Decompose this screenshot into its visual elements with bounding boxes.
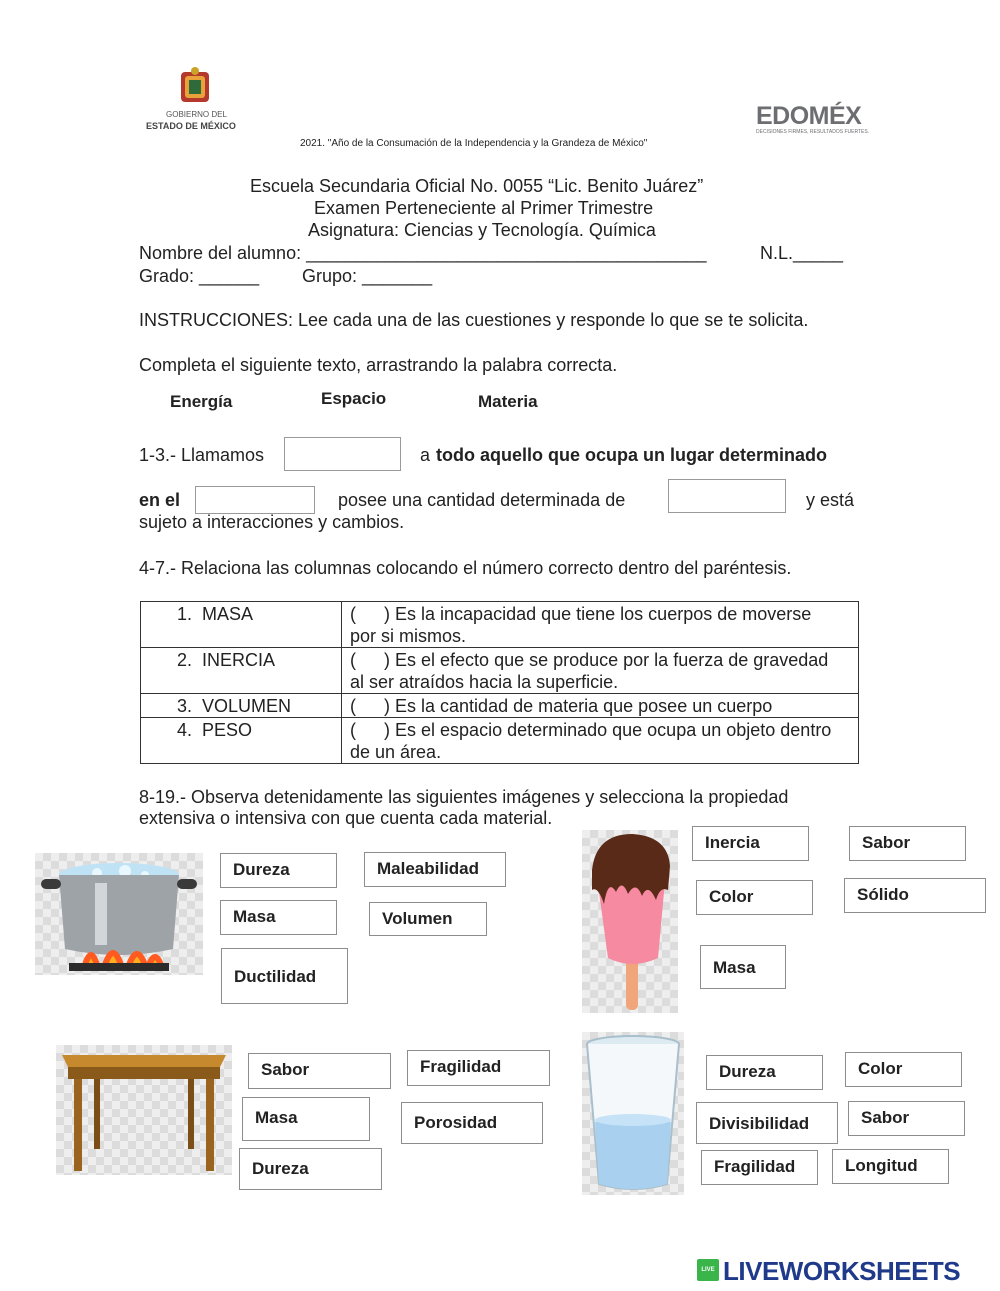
glass-of-water-image [582, 1032, 684, 1195]
drag-word-espacio[interactable]: Espacio [321, 389, 387, 408]
edomex-logo-text: EDOMÉX [756, 102, 862, 130]
row-definition-cont: al ser atraídos hacia la superficie. [350, 672, 619, 692]
paren-close: ) [384, 696, 390, 716]
group-label: Grupo: _______ [302, 266, 433, 286]
relation-table [140, 601, 859, 764]
drag-word-materia[interactable]: Materia [478, 392, 538, 411]
row-number: 2. [177, 650, 193, 670]
table-def-cell [342, 648, 859, 694]
student-name-label: Nombre del alumno: ________________________________________ [139, 243, 707, 263]
table-term-cell [141, 648, 342, 694]
gov-logo-line2: ESTADO DE MÉXICO [146, 121, 236, 131]
table-row [141, 718, 859, 764]
option-glass-dureza[interactable]: Dureza [706, 1055, 823, 1090]
popsicle-image [582, 830, 678, 1013]
paren-close: ) [384, 604, 390, 624]
paren-close: ) [384, 650, 390, 670]
row-term: MASA [202, 604, 254, 624]
section2-prompt: 4-7.- Relaciona las columnas colocando el número correcto dentro del paréntesis. [139, 558, 792, 578]
option-pot-maleabilidad[interactable]: Maleabilidad [364, 852, 506, 887]
fill-line2-end: y está [806, 490, 855, 510]
option-popsicle-sabor[interactable]: Sabor [849, 826, 966, 861]
table-def-cell [342, 694, 859, 718]
ice-cream-icon [582, 830, 678, 1013]
table-term-cell [141, 602, 342, 648]
row-definition-cont: de un área. [350, 742, 442, 762]
option-glass-fragilidad[interactable]: Fragilidad [701, 1150, 818, 1185]
row-definition-cont: por si mismos. [350, 626, 467, 646]
table-term-cell [141, 718, 342, 764]
option-table-fragilidad[interactable]: Fragilidad [407, 1050, 550, 1086]
drop-box-3[interactable] [668, 479, 786, 513]
fill-line3: sujeto a interacciones y cambios. [139, 512, 405, 532]
school-name: Escuela Secundaria Oficial No. 0055 “Lic. Benito Juárez” [250, 176, 704, 196]
row-term: INERCIA [202, 650, 276, 670]
section3-prompt-line2: extensiva o intensiva con que cuenta cada material. [139, 808, 553, 828]
option-popsicle-inercia[interactable]: Inercia [692, 826, 809, 861]
coat-of-arms-icon [175, 66, 215, 108]
drop-box-1[interactable] [284, 437, 401, 471]
gov-logo [140, 62, 250, 134]
table-icon [56, 1045, 232, 1175]
liveworksheets-badge-icon: LIVE [697, 1259, 719, 1281]
instructions: INSTRUCCIONES: Lee cada una de las cuestiones y responde lo que se te solicita. [139, 310, 809, 330]
option-glass-sabor[interactable]: Sabor [848, 1101, 965, 1136]
fill-line1-a: a [420, 445, 431, 465]
table-def-cell [342, 602, 859, 648]
row-number: 1. [177, 604, 193, 624]
fill-line2-bold: en el [139, 490, 181, 510]
table-row [141, 648, 859, 694]
liveworksheets-wordmark: LIVEWORKSHEETS [723, 1256, 961, 1286]
edomex-logo [756, 103, 896, 135]
row-term: PESO [202, 720, 253, 740]
fill-line1-start: 1-3.- Llamamos [139, 445, 265, 465]
section1-prompt: Completa el siguiente texto, arrastrando la palabra correcta. [139, 355, 618, 375]
table-row [141, 602, 859, 648]
edomex-tagline: DECISIONES FIRMES, RESULTADOS FUERTES. [756, 129, 870, 135]
section3-prompt-line1: 8-19.- Observa detenidamente las siguientes imágenes y selecciona la propiedad [139, 787, 789, 807]
option-pot-volumen[interactable]: Volumen [369, 902, 487, 936]
option-pot-masa[interactable]: Masa [220, 900, 337, 935]
exam-title: Examen Perteneciente al Primer Trimestre [314, 198, 654, 218]
table-def-cell [342, 718, 859, 764]
paren-open: ( [350, 696, 356, 716]
paren-close: ) [384, 720, 390, 740]
grade-label: Grado: ______ [139, 266, 260, 286]
option-pot-dureza[interactable]: Dureza [220, 853, 337, 888]
row-definition: Es la incapacidad que tiene los cuerpos de moverse [395, 604, 812, 624]
row-definition: Es el espacio determinado que ocupa un objeto dentro [395, 720, 832, 740]
fill-line1-bold: todo aquello que ocupa un lugar determinado [436, 445, 828, 465]
option-glass-longitud[interactable]: Longitud [832, 1149, 949, 1184]
gov-logo-line1: GOBIERNO DEL [166, 110, 227, 119]
option-glass-color[interactable]: Color [845, 1052, 962, 1087]
paren-open: ( [350, 650, 356, 670]
boiling-pot-icon [35, 853, 203, 975]
liveworksheets-brand [697, 1256, 995, 1286]
option-pot-ductilidad[interactable]: Ductilidad [221, 948, 348, 1004]
table-term-cell [141, 694, 342, 718]
option-table-porosidad[interactable]: Porosidad [401, 1102, 543, 1144]
drop-box-2[interactable] [195, 486, 315, 514]
glass-of-water-icon [582, 1032, 684, 1195]
row-number: 3. [177, 696, 193, 716]
row-number: 4. [177, 720, 193, 740]
drag-word-energia[interactable]: Energía [170, 392, 233, 411]
option-popsicle-color[interactable]: Color [696, 880, 813, 915]
row-definition: Es la cantidad de materia que posee un cuerpo [395, 696, 773, 716]
option-popsicle-solido[interactable]: Sólido [844, 878, 986, 913]
boiling-pot-image [35, 853, 203, 975]
paren-open: ( [350, 604, 356, 624]
year-motto: 2021. "Año de la Consumación de la Independencia y la Grandeza de México" [300, 138, 648, 149]
nl-label: N.L._____ [760, 243, 844, 263]
option-table-sabor[interactable]: Sabor [248, 1053, 391, 1089]
subject-title: Asignatura: Ciencias y Tecnología. Química [308, 220, 656, 240]
table-row [141, 694, 859, 718]
paren-open: ( [350, 720, 356, 740]
fill-line2-mid: posee una cantidad determinada de [338, 490, 626, 510]
option-table-dureza[interactable]: Dureza [239, 1148, 382, 1190]
wooden-table-image [56, 1045, 232, 1175]
option-table-masa[interactable]: Masa [242, 1097, 370, 1141]
option-popsicle-masa[interactable]: Masa [700, 945, 786, 989]
row-term: VOLUMEN [202, 696, 292, 716]
option-glass-divisibilidad[interactable]: Divisibilidad [696, 1102, 838, 1144]
row-definition: Es el efecto que se produce por la fuerza de gravedad [395, 650, 829, 670]
